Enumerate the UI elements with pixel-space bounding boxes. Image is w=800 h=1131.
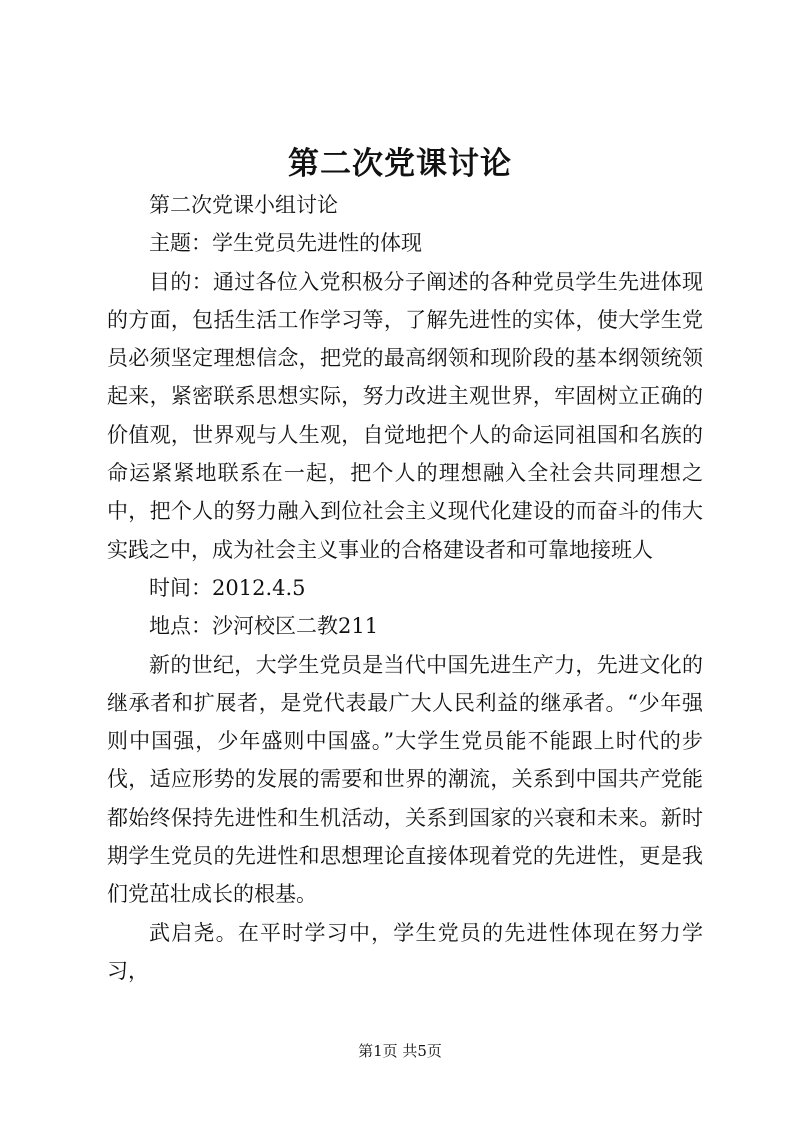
paragraph-time: 时间：2012.4.5	[149, 575, 306, 600]
page-footer: 第1页 共5页	[358, 1042, 442, 1060]
document-body	[107, 186, 703, 990]
paragraph-body: 武启尧。在平时学习中，学生党员的先进性体现在努力学习，	[107, 920, 703, 983]
page-title: 第二次党课讨论	[288, 146, 512, 182]
paragraph-purpose: 目的：通过各位入党积极分子阐述的各种党员学生先进体现的方面，包括生活工作学习等，了解先进性的实体，使大学生党员必须坚定理想信念，把党的最高纲领和现阶段的基本纲领统领起来，紧密联系思想实际，努力改进主观世界，牢固树立正确的价值观，世界观与人生观，自觉地把个人的命运同祖国和名族的命运紧紧地联系在一起，把个人的理想融入全社会共同理想之中，把个人的努力融入到位社会主义现代化建设的而奋斗的伟大实践之中，成为社会主义事业的合格建设者和可靠地接班人	[107, 269, 703, 562]
paragraph-body: 新的世纪，大学生党员是当代中国先进生产力，先进文化的继承者和扩展者，是党代表最广大人民利益的继承者。“少年强则中国强，少年盛则中国盛。”大学生党员能不能跟上时代的步伐，适应形势的发展的需要和世界的潮流，关系到中国共产党能都始终保持先进性和生机活动，关系到国家的兴衰和未来。新时期学生党员的先进性和思想理论直接体现着党的先进性，更是我们党茁壮成长的根基。	[107, 652, 703, 907]
paragraph-subtitle: 第二次党课小组讨论	[149, 193, 338, 217]
paragraph-location: 地点：沙河校区二教211	[149, 614, 379, 639]
paragraph-topic: 主题：学生党员先进性的体现	[149, 231, 422, 256]
